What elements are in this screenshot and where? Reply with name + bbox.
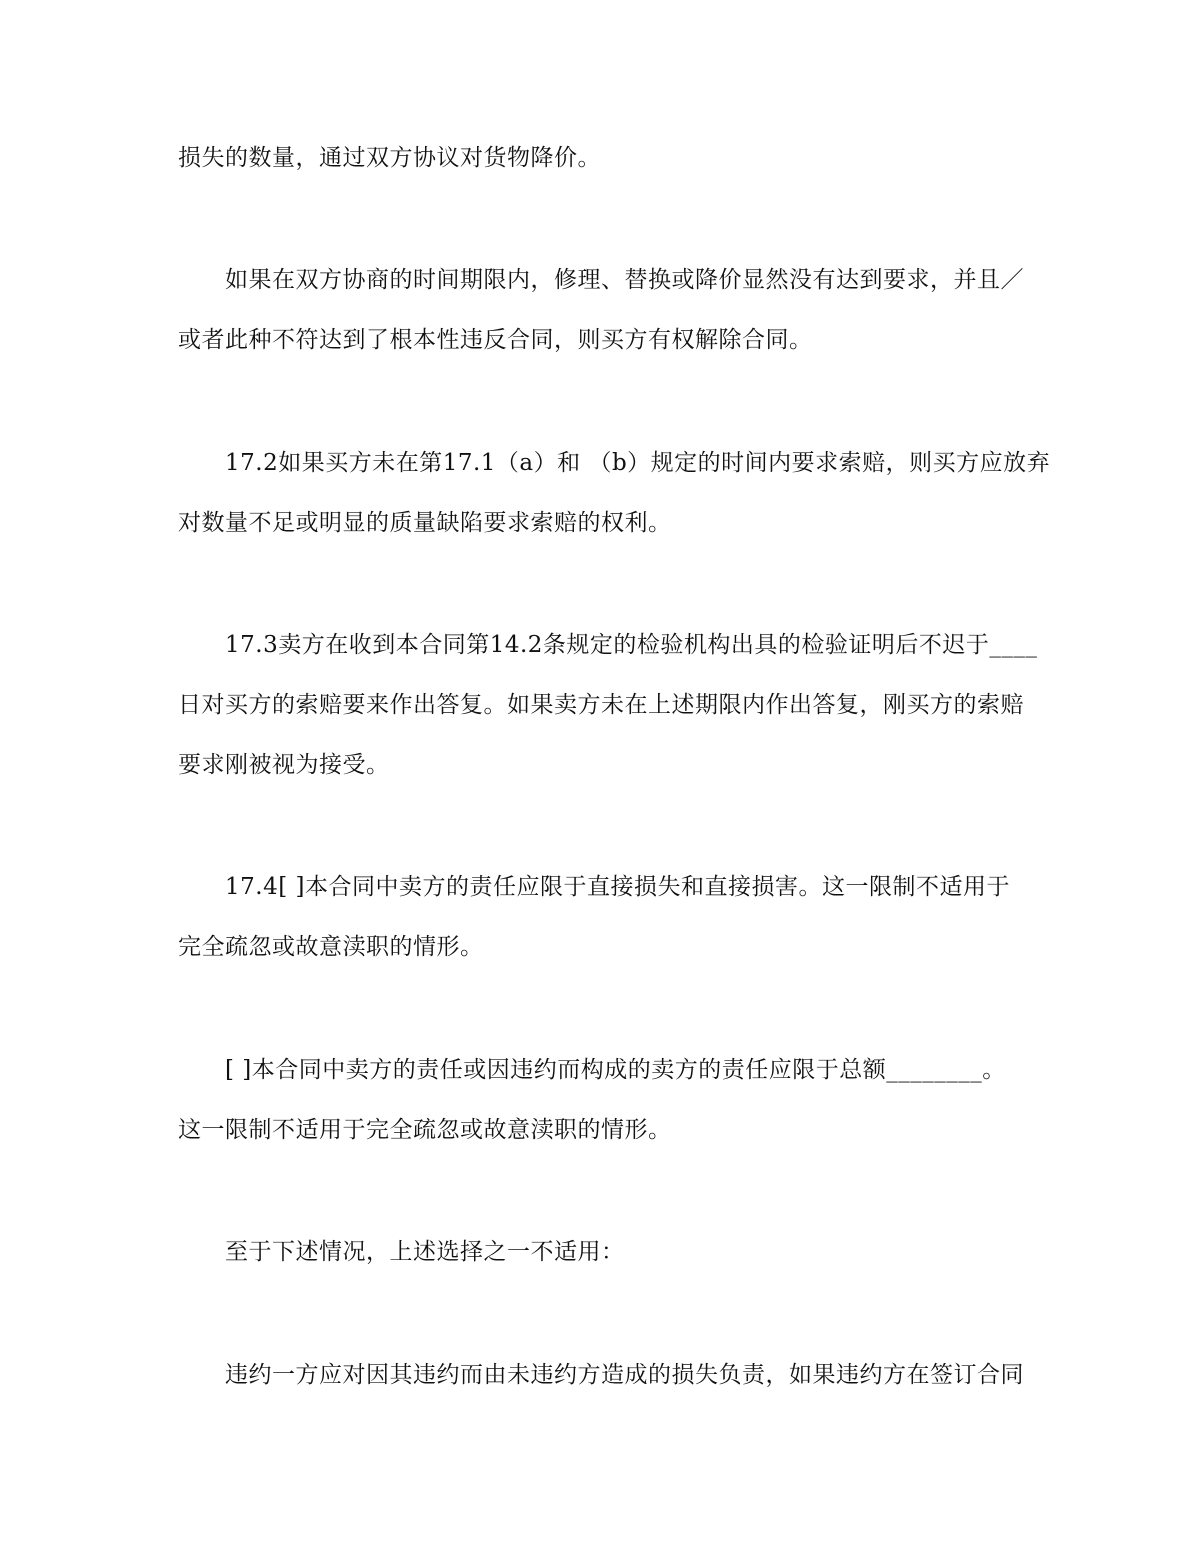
paragraph-line: 损失的数量，通过双方协议对货物降价。 — [178, 145, 601, 171]
paragraph-line: 至于下述情况，上述选择之一不适用： — [225, 1239, 625, 1265]
paragraph-line: 如果在双方协商的时间期限内，修理、替换或降价显然没有达到要求，并且／ — [225, 267, 1024, 293]
paragraph-line: 或者此种不符达到了根本性违反合同，则买方有权解除合同。 — [178, 327, 813, 353]
paragraph-line: 17.4[ ]本合同中卖方的责任应限于直接损失和直接损害。这一限制不适用于 — [225, 874, 1010, 900]
paragraph-line: 要求刚被视为接受。 — [178, 752, 390, 778]
paragraph-line: 这一限制不适用于完全疏忽或故意渎职的情形。 — [178, 1117, 672, 1143]
paragraph-line: 17.3卖方在收到本合同第14.2条规定的检验机构出具的检验证明后不迟于____ — [225, 632, 1038, 658]
paragraph-line: 17.2如果买方未在第17.1（a）和 （b）规定的时间内要求索赔，则买方应放弃 — [225, 450, 1051, 476]
paragraph-line: 完全疏忽或故意渎职的情形。 — [178, 934, 484, 960]
paragraph-line: 对数量不足或明显的质量缺陷要求索赔的权利。 — [178, 510, 672, 536]
paragraph-line: 日对买方的索赔要来作出答复。如果卖方未在上述期限内作出答复，刚买方的索赔 — [178, 692, 1024, 718]
paragraph-line: [ ]本合同中卖方的责任或因违约而构成的卖方的责任应限于总额________。 — [225, 1057, 1006, 1083]
paragraph-line: 违约一方应对因其违约而由未违约方造成的损失负责，如果违约方在签订合同 — [225, 1362, 1024, 1388]
